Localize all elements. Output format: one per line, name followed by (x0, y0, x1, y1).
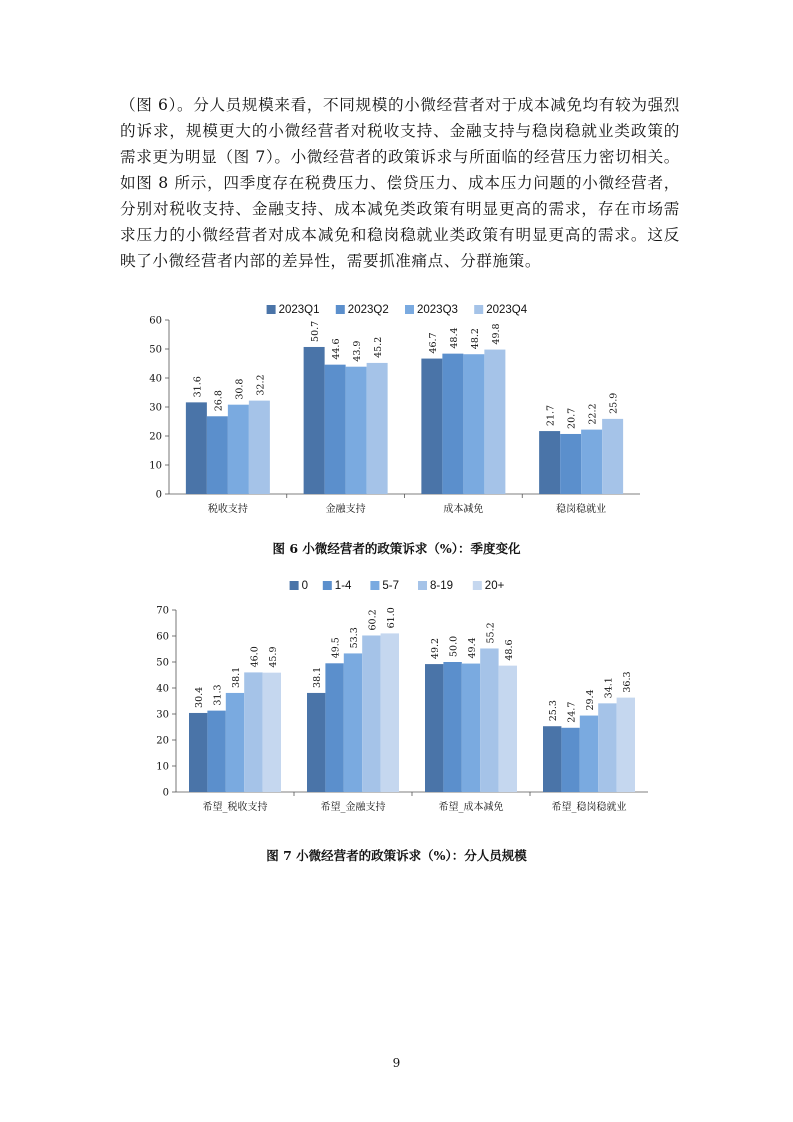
bar (421, 359, 442, 494)
bar (367, 363, 388, 494)
body-paragraph: （图 6）。分人员规模来看，不同规模的小微经营者对于成本减免均有较为强烈的诉求，规模更大的小微经营者对税收支持、金融支持与稳岗稳就业类政策的需求更为明显（图 7）。小微经营者的政策诉求与所面临的经营压力密切相关。如图 8 所示，四季度存在税费压力、偿贷压力、成本压力问题的小微经营者，分别对税收支持、金融支持、成本减免类政策有明显更高的需求，存在市场需求压力的小微经营者对成本减免和稳岗稳就业类政策有明显更高的需求。这反映了小微经营者内部的差异性，需要抓准痛点、分群施策。 (120, 96, 680, 270)
data-label: 20.7 (566, 407, 578, 429)
figure-6-chart (0, 292, 793, 532)
data-label: 44.6 (331, 338, 343, 360)
legend-label: 5-7 (382, 580, 400, 592)
data-label: 45.2 (373, 336, 385, 358)
category-label: 希望_成本减免 (438, 802, 504, 813)
data-label: 49.5 (330, 637, 342, 659)
category-label: 金融支持 (325, 504, 366, 515)
data-label: 32.2 (255, 374, 267, 396)
category-label: 稳岗稳就业 (556, 504, 607, 515)
bar (463, 354, 484, 494)
data-label: 49.4 (467, 637, 478, 659)
legend (267, 304, 528, 316)
data-label: 53.3 (349, 627, 360, 649)
data-label: 45.9 (267, 646, 279, 668)
bar (425, 664, 443, 792)
legend-label: 2023Q2 (347, 304, 389, 316)
legend-swatch (474, 305, 483, 314)
y-tick-label: 20 (149, 431, 162, 443)
bar (344, 653, 362, 792)
data-label: 25.3 (548, 700, 560, 722)
data-label: 50.7 (310, 320, 322, 342)
y-tick-label: 30 (156, 709, 169, 721)
legend (290, 580, 505, 592)
data-label: 26.8 (213, 390, 225, 412)
bar (325, 365, 346, 494)
y-tick-label: 20 (156, 735, 169, 747)
data-label: 48.2 (469, 328, 481, 350)
bar (580, 716, 598, 792)
data-label: 34.1 (603, 677, 615, 699)
data-label: 50.0 (448, 635, 460, 657)
figure-7-chart (0, 568, 793, 828)
data-label: 60.2 (367, 609, 379, 631)
bar (543, 726, 561, 792)
data-label: 21.7 (545, 404, 557, 427)
bar (442, 354, 463, 494)
legend-swatch (323, 581, 332, 590)
bar (443, 662, 461, 792)
bar (186, 402, 207, 494)
y-tick-label: 10 (156, 761, 169, 773)
legend-label: 2023Q1 (278, 304, 320, 316)
data-label: 38.1 (231, 666, 242, 688)
bar (362, 635, 380, 792)
y-tick-label: 0 (162, 787, 169, 799)
bar (539, 431, 560, 494)
legend-label: 8-19 (430, 580, 454, 592)
data-label: 49.8 (490, 323, 502, 345)
bar (244, 672, 262, 792)
legend-label: 20+ (484, 580, 505, 592)
bar (499, 666, 517, 792)
category-label: 税收支持 (207, 504, 248, 515)
bar (480, 648, 498, 792)
bar (263, 673, 281, 792)
legend-swatch (290, 581, 299, 590)
data-label: 48.6 (503, 639, 515, 661)
bar (228, 405, 249, 494)
category-label: 希望_金融支持 (320, 802, 386, 813)
data-label: 49.2 (430, 637, 442, 660)
bar (189, 713, 207, 792)
data-label: 29.4 (585, 689, 596, 711)
data-label: 24.7 (566, 701, 578, 723)
legend-swatch (473, 581, 482, 590)
bar (581, 430, 602, 494)
y-tick-label: 40 (149, 373, 162, 385)
y-tick-label: 10 (149, 460, 162, 472)
page-number: 9 (392, 1056, 401, 1070)
y-tick-label: 0 (155, 489, 162, 501)
bar (381, 633, 399, 792)
y-tick-label: 60 (149, 315, 162, 327)
data-label: 61.0 (385, 607, 397, 629)
bar (561, 728, 579, 792)
legend-swatch (267, 305, 276, 314)
y-tick-label: 30 (149, 402, 162, 414)
y-tick-label: 60 (156, 631, 169, 643)
data-label: 38.1 (312, 666, 324, 688)
bar (207, 711, 225, 792)
legend-swatch (418, 581, 427, 590)
data-label: 30.8 (234, 378, 246, 400)
bar (307, 693, 325, 792)
legend-swatch (405, 305, 414, 314)
legend-label: 0 (301, 580, 309, 592)
bar (462, 664, 480, 792)
data-label: 46.0 (249, 646, 261, 668)
bar (325, 663, 343, 792)
bar (560, 434, 581, 494)
data-label: 48.4 (448, 327, 460, 349)
figure-6-caption: 图 6 小微经营者的政策诉求（%）：季度变化 (272, 541, 521, 556)
bar (617, 698, 635, 792)
bar (207, 416, 228, 494)
figure-7-caption: 图 7 小微经营者的政策诉求（%）：分人员规模 (266, 848, 527, 863)
bar (304, 347, 325, 494)
bar (346, 367, 367, 494)
y-tick-label: 50 (149, 344, 162, 356)
bar (598, 703, 616, 792)
data-label: 43.9 (352, 340, 364, 362)
data-label: 31.3 (212, 684, 224, 706)
legend-label: 1-4 (334, 580, 352, 592)
data-label: 55.2 (485, 622, 497, 644)
y-tick-label: 50 (156, 657, 169, 669)
data-label: 25.9 (608, 392, 620, 414)
category-label: 希望_税收支持 (202, 802, 268, 813)
data-label: 30.4 (194, 686, 206, 708)
legend-swatch (370, 581, 379, 590)
data-label: 31.6 (192, 376, 204, 398)
bar (484, 350, 505, 494)
data-label: 22.2 (587, 403, 599, 425)
legend-label: 2023Q4 (486, 304, 528, 316)
category-label: 成本减免 (443, 504, 484, 515)
y-tick-label: 40 (156, 683, 169, 695)
data-label: 46.7 (427, 332, 439, 354)
y-tick-label: 70 (156, 605, 169, 617)
bar (602, 419, 623, 494)
bar (249, 401, 270, 494)
data-label: 36.3 (621, 671, 633, 693)
legend-swatch (336, 305, 345, 314)
category-label: 希望_稳岗稳就业 (551, 802, 627, 813)
legend-label: 2023Q3 (417, 304, 458, 316)
bar (226, 693, 244, 792)
